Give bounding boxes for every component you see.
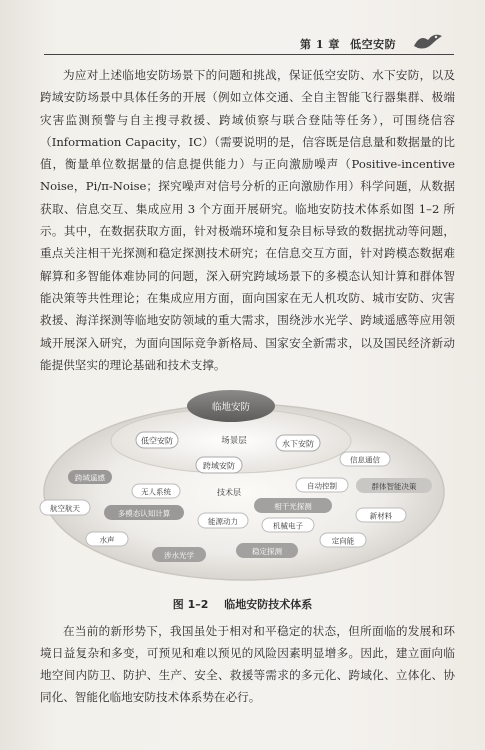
chapter-title: 低空安防 [350,38,397,51]
ink-bird-icon [412,30,444,52]
tech-node [340,452,390,466]
tech-node-label: 机械电子 [273,521,303,531]
scene-node [276,435,320,451]
tech-node-label: 自动控制 [307,481,337,491]
tech-node-label: 新材料 [369,511,393,521]
tech-node-label: 信息通信 [350,455,380,465]
body-paragraph-2: 在当前的新形势下，我国虽处于相对和平稳定的状态，但所面临的发展和环境日益复杂和多变，可预见和难以预见的风险因素明显增多。因此，建立面向临地空间内防卫、防护、生产、安全、救援等需求的多元化、跨域化、立体化、协同化、智能化临地安防技术体系势在必行。 [40,624,455,704]
tech-system-diagram [0,385,485,585]
scene-node-label: 低空安防 [141,436,173,446]
layer-scene-label: 场景层 [221,436,247,446]
tech-node [86,532,128,546]
tech-node [254,498,332,513]
tech-node [296,478,348,492]
tech-node-label: 水声 [99,535,115,545]
figure-label: 图 1–2 [172,598,209,611]
tech-node [198,513,248,528]
header-rule [44,54,454,55]
tech-node [40,500,90,515]
tech-node [320,533,366,547]
tech-node-label: 能源动力 [208,517,238,526]
tech-node-label: 航空航天 [50,504,80,513]
scene-node [136,432,178,448]
tech-node-label: 群体智能决策 [371,482,417,491]
tech-node [132,484,180,498]
tech-node-label: 定向能 [331,536,355,546]
tech-node [356,478,432,493]
tech-node [104,505,184,520]
tech-node-label: 涉水光学 [164,551,194,560]
tech-node-label: 跨域遥感 [75,473,105,483]
running-header [300,36,402,52]
tech-node-label: 相干光探测 [274,502,312,511]
tech-node [236,543,298,558]
tech-node [68,470,112,484]
layer-tech-label: 技术层 [217,488,241,497]
figure-caption [0,596,485,612]
tech-node [152,547,206,562]
chapter-number: 第 1 章 [300,38,340,51]
scene-node-label: 水下安防 [282,439,314,449]
tech-node-label: 无人系统 [141,487,171,497]
tech-node [262,518,314,532]
scene-node-label: 跨域安防 [203,461,235,471]
tech-node-label: 稳定探测 [252,547,282,556]
body-paragraph-1: 为应对上述临地安防场景下的问题和挑战，保证低空安防、水下安防，以及跨域安防场景中具体任务的开展（例如立体交通、全自主智能飞行器集群、极端灾害监测预警与自主搜寻救援、跨域侦察与联合登陆等任务），可围绕信容（Information Capacity，IC）（需要说明的是，信容既是信息量和数据量的比值，衡量单位数据量的信息提供能力）与正向激励噪声（Positive-incentive Noise，Pi/π-Noise；探究噪声对信号分析的正向激励作用）科学问题，从数据获取、信息交互、集成应用 3 个方面开展研究。临地安防技术体系如图 1–2 所示。其中，在数据获取方面，针对极端环境和复杂目标导致的数据扰动等问题，重点关注相干光探测和稳定探测技术研究；在信息交互方面，针对跨模态数据难解算和多智能体难协同的问题，深入研究跨域场景下的多模态认知计算和群体智能决策等共性理论；在集成应用方面，面向国家在无人机攻防、城市安防、灾害救援、海洋探测等临地安防领域的重大需求，围绕涉水光学、跨域遥感等应用领域开展深入研究，为面向国际竞争新格局、国家安全新需求，以及国民经济新动能提供坚实的理论基础和技术支撑。 [40,68,455,372]
tech-node-label: 多模态认知计算 [117,509,171,518]
scene-node [196,457,242,473]
top-node-label: 临地安防 [211,402,251,413]
figure-title: 临地安防技术体系 [224,598,313,611]
tech-node [356,508,406,522]
